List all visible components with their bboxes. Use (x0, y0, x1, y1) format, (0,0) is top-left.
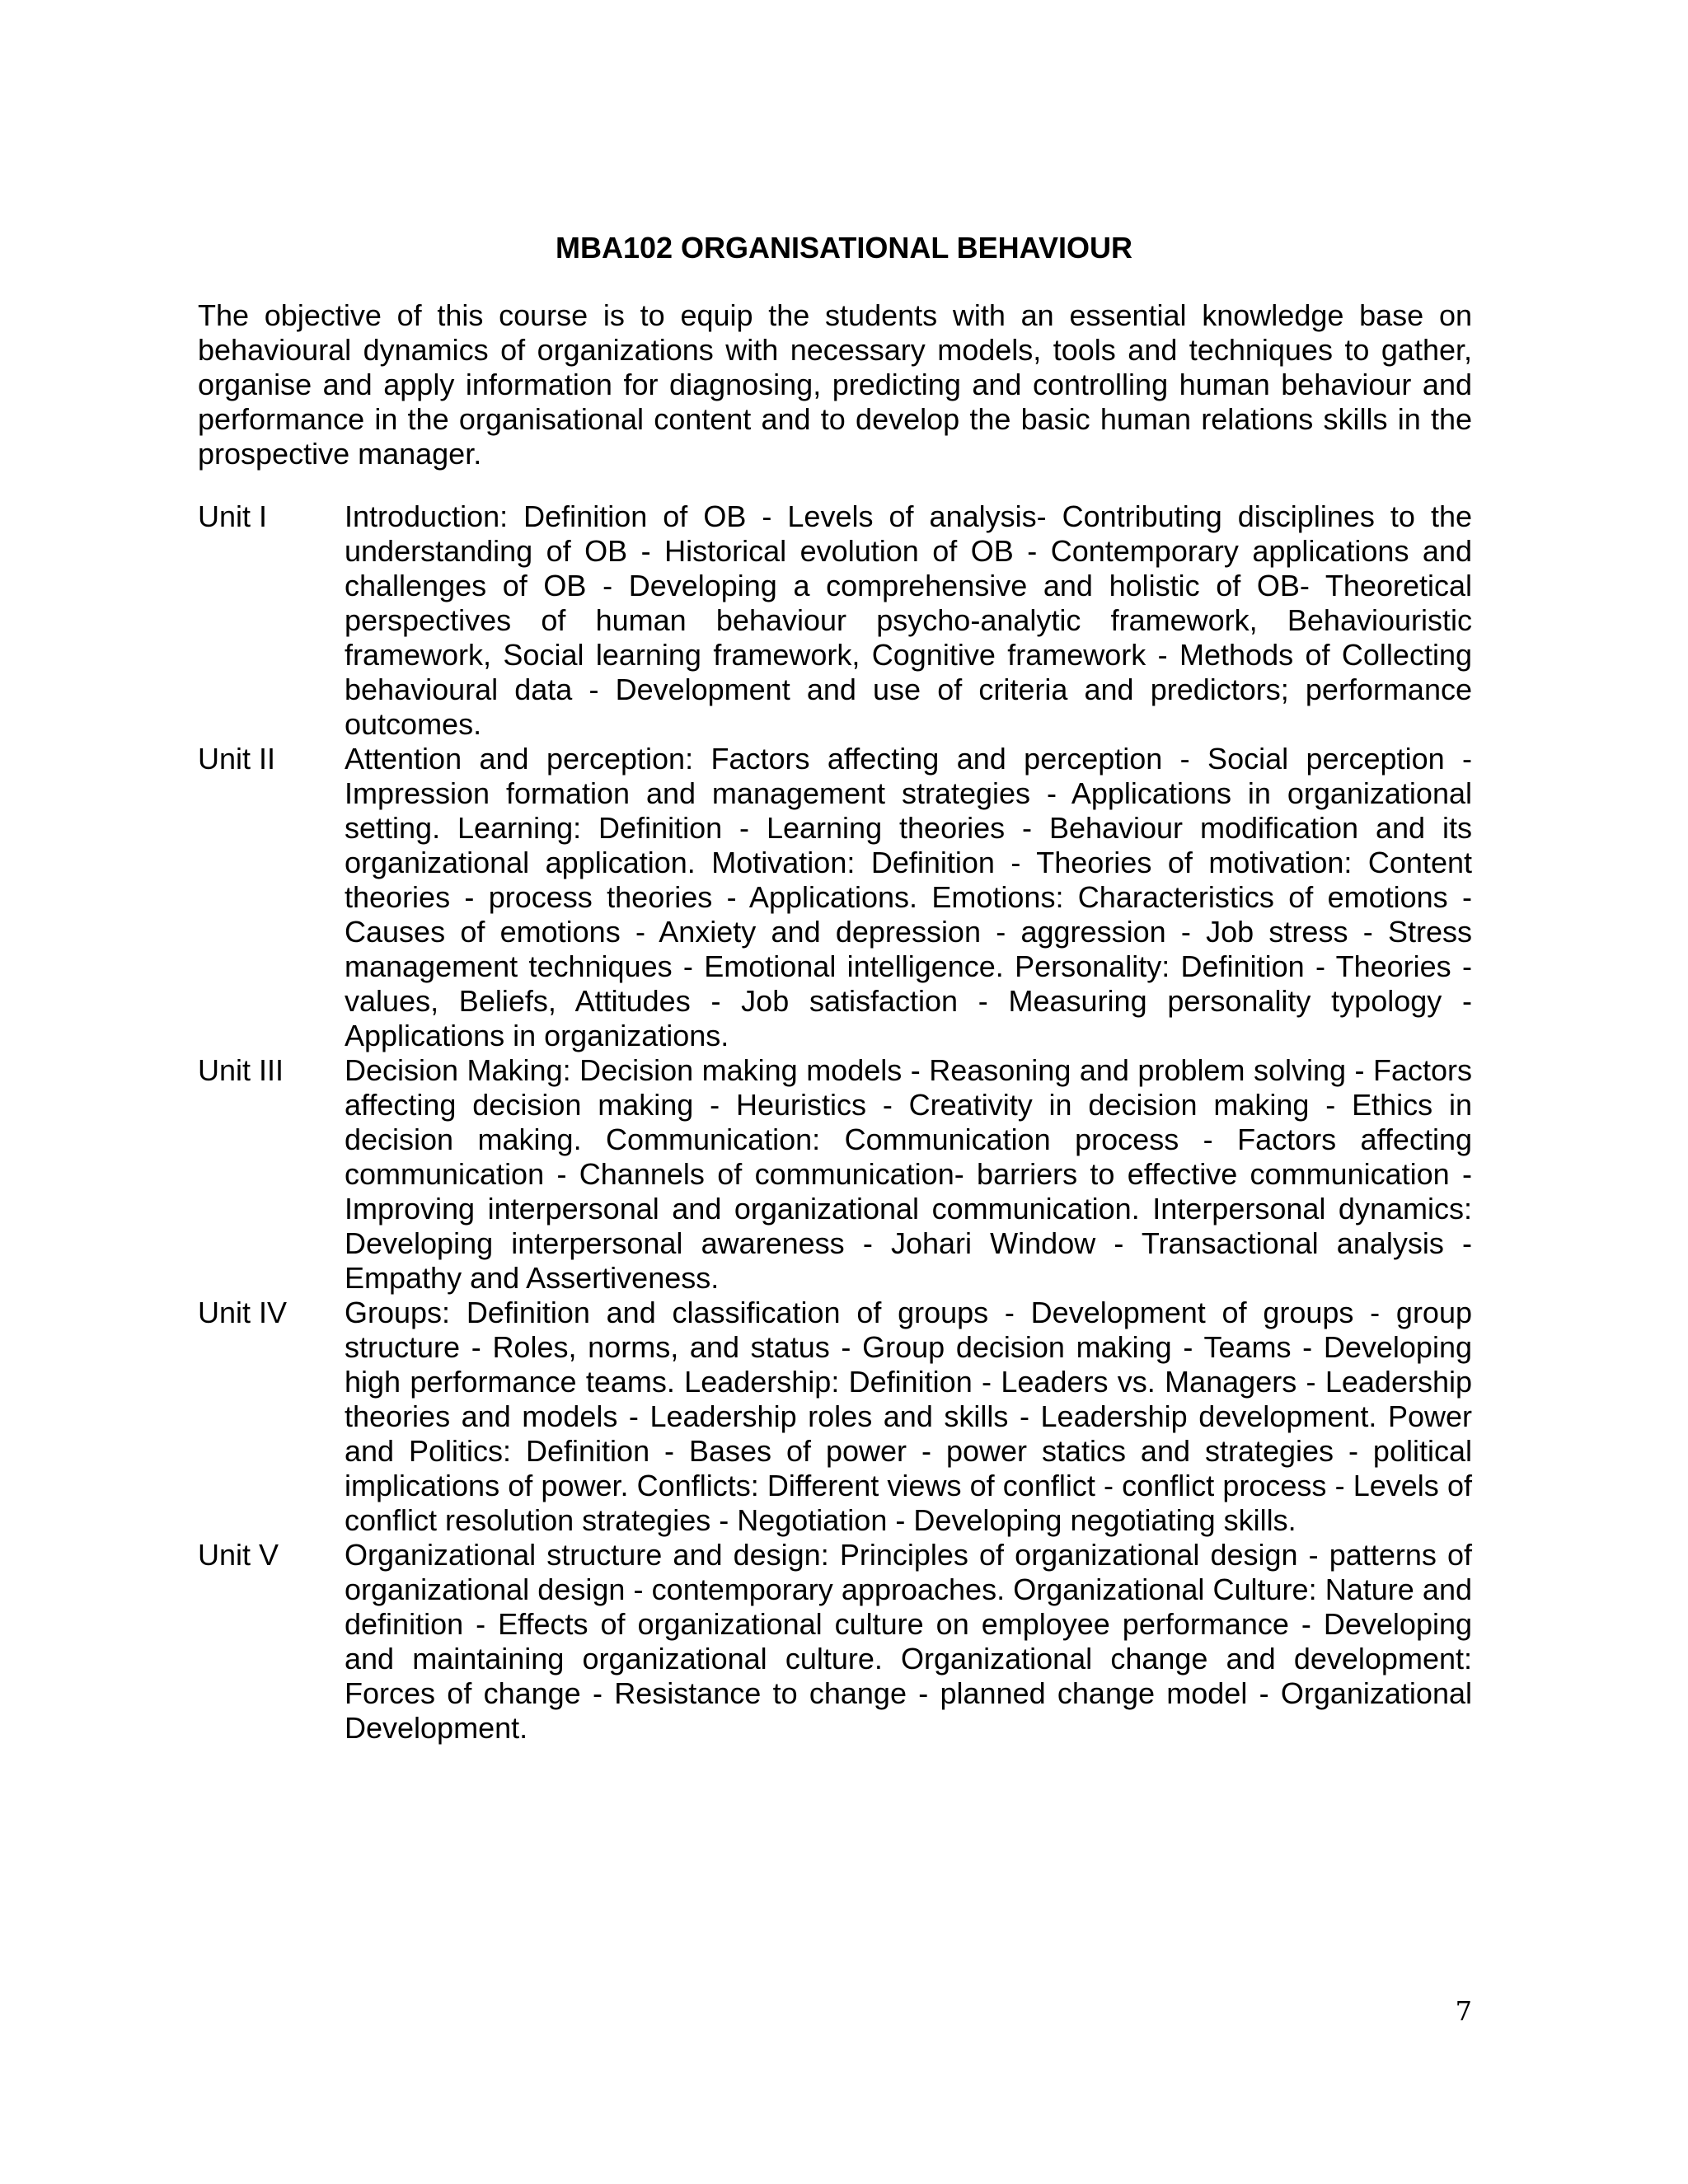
unit-description: Introduction: Definition of OB - Levels of analysis- Contributing disciplines to the understanding of OB - Historical evolution of OB - Contemporary applications and challenges of OB - Developing a comprehensive and holistic of OB- Theoretical perspectives of human behaviour psycho-analytic framework, Behaviouristic framework, Social learning framework, Cognitive framework - Methods of Collecting behavioural data - Development and use of criteria and predictors; performance outcomes. (345, 499, 1472, 741)
unit-description: Attention and perception: Factors affecting and perception - Social perception - Impression formation and management strategies - Applications in organizational setting. Learning: Definition - Learning theories - Behaviour modification and its organizational application. Motivation: Definition - Theories of motivation: Content theories - process theories - Applications. Emotions: Characteristics of emotions - Causes of emotions - Anxiety and depression - aggression - Job stress - Stress management techniques - Emotional intelligence. Personality: Definition - Theories - values, Beliefs, Attitudes - Job satisfaction - Measuring personality typology - Applications in organizations. (345, 742, 1472, 1052)
units-list (198, 499, 1472, 1746)
unit-item-2 (198, 742, 1472, 1053)
unit-label: Unit I (198, 499, 268, 533)
unit-label: Unit V (198, 1538, 279, 1572)
unit-item-3 (198, 1053, 1472, 1296)
page-title: MBA102 ORGANISATIONAL BEHAVIOUR (555, 231, 1133, 265)
objective-paragraph: The objective of this course is to equip the students with an essential knowledge base on behavioural dynamics of organizations with necessary models, tools and techniques to gather, organise and apply information for diagnosing, predicting and controlling human behaviour and performance in the organisational content and to develop the basic human relations skills in the prospective manager. (198, 298, 1472, 471)
unit-label: Unit II (198, 742, 276, 776)
unit-label: Unit IV (198, 1296, 288, 1329)
unit-description: Decision Making: Decision making models - Reasoning and problem solving - Factors affecting decision making - Heuristics - Creativity in decision making - Ethics in decision making. Communication: Communication process - Factors affecting communication - Channels of communication- barriers to effective communication - Improving interpersonal and organizational communication. Interpersonal dynamics: Developing interpersonal awareness - Johari Window - Transactional analysis - Empathy and Assertiveness. (345, 1053, 1472, 1295)
unit-description: Groups: Definition and classification of groups - Development of groups - group structure - Roles, norms, and status - Group decision making - Teams - Developing high performance teams. Leadership: Definition - Leaders vs. Managers - Leadership theories and models - Leadership roles and skills - Leadership development. Power and Politics: Definition - Bases of power - power statics and strategies - political implications of power. Conflicts: Different views of conflict - conflict process - Levels of conflict resolution strategies - Negotiation - Developing negotiating skills. (345, 1296, 1472, 1537)
unit-item-4 (198, 1296, 1472, 1538)
unit-description: Organizational structure and design: Principles of organizational design - patterns of organizational design - contemporary approaches. Organizational Culture: Nature and definition - Effects of organizational culture on employee performance - Developing and maintaining organizational culture. Organizational change and development: Forces of change - Resistance to change - planned change model - Organizational Development. (345, 1538, 1472, 1745)
unit-item-1 (198, 499, 1472, 742)
page-number: 7 (1455, 1995, 1472, 2027)
unit-item-5 (198, 1538, 1472, 1746)
unit-label: Unit III (198, 1053, 284, 1087)
